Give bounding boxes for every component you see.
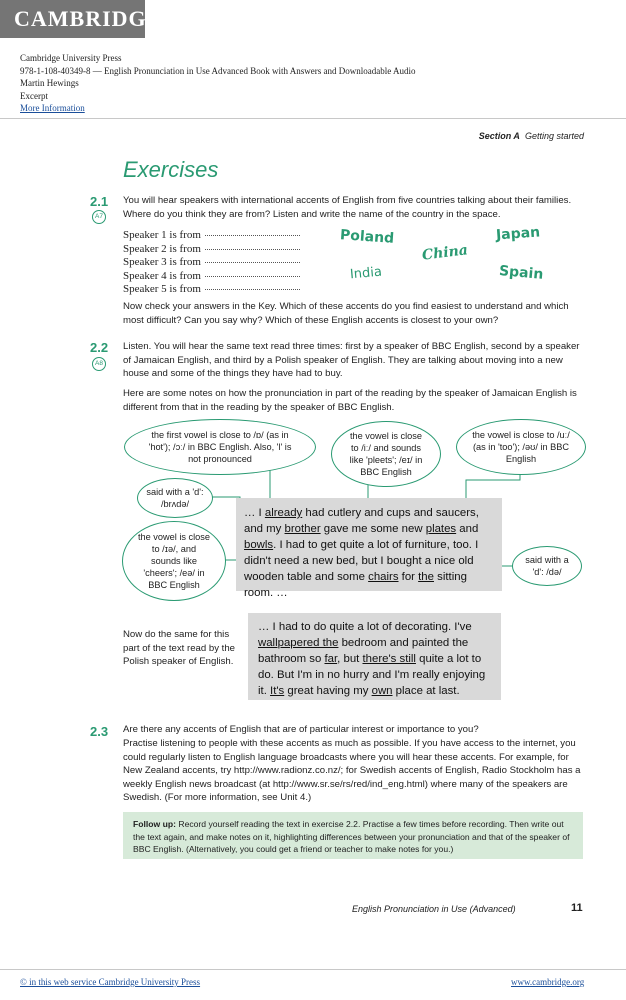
text-fragment: sitting room. … xyxy=(244,571,467,599)
excerpt-label: Excerpt xyxy=(20,90,48,101)
more-information-link[interactable]: More Information xyxy=(20,103,85,113)
marked-word: chairs xyxy=(368,571,399,583)
exercise-instructions: Listen. You will hear the same text read three times: first by a speaker of BBC English, second by a speaker of Jamaican English, and third by a Polish speaker of English. They are talking about moving into a new house and some of the things they have had to buy. xyxy=(123,341,580,379)
cambridge-logo: CAMBRIDGE xyxy=(0,0,145,38)
marked-word: bowls xyxy=(244,539,274,551)
annotation-bubble: the vowel is close to /iː/ and sounds like 'pleets'; /eɪ/ in BBC English xyxy=(331,421,441,487)
text-fragment: . I had to get quite a lot of furniture, too. I didn't need a new bed, but I bought a nice old wooden table and some xyxy=(244,539,479,583)
page-number: 11 xyxy=(571,902,583,914)
text-fragment: … I had to do quite a lot of decorating. I've xyxy=(258,621,472,633)
answer-marking[interactable]: far xyxy=(324,653,338,665)
jamaican-text-box xyxy=(236,498,502,599)
marked-word: the xyxy=(418,571,434,583)
exercise-instructions: You will hear speakers with international accents of English from five countries talking about their families. Where do you think they are from? Listen and write the name of the country in the space. xyxy=(123,195,572,220)
country-word: Japan xyxy=(495,224,541,244)
text-fragment: bedroom and painted the bathroom so xyxy=(258,637,469,665)
audio-track-icon[interactable]: A7 xyxy=(92,210,106,224)
text-fragment: and xyxy=(456,523,479,535)
annotation-bubble: said with a 'd': /brʌdə/ xyxy=(137,478,213,518)
answer-marking[interactable]: It's xyxy=(270,685,285,697)
polish-instructions: Now do the same for this part of the text read by the Polish speaker of English. xyxy=(123,629,235,667)
country-word: Poland xyxy=(339,227,395,247)
page-title: Exercises xyxy=(123,157,219,182)
speaker-label: Speaker 1 is from xyxy=(123,229,201,241)
country-word: Spain xyxy=(498,263,544,283)
speaker-label: Speaker 4 is from xyxy=(123,269,201,282)
exercise-number: 2.1 xyxy=(90,194,109,209)
follow-on-question: Now check your answers in the Key. Which of these accents do you find easiest to understand and which most difficult? Can you say why? Which of these English accents is closest to your own? xyxy=(123,301,569,326)
text-fragment: … I xyxy=(244,507,265,519)
speaker-label: Speaker 3 is from xyxy=(123,256,201,268)
section-name: Getting started xyxy=(524,131,584,141)
footer-divider xyxy=(0,969,626,970)
audio-track-icon[interactable]: A8 xyxy=(92,357,106,371)
answer-marking[interactable]: there's still xyxy=(362,653,416,665)
cambridge-website-link[interactable]: www.cambridge.org xyxy=(511,977,585,987)
text-fragment: had cutlery and cups and saucers, and my xyxy=(244,507,479,535)
marked-word: plates xyxy=(425,523,457,535)
book-title-footer: English Pronunciation in Use (Advanced) xyxy=(352,904,516,914)
follow-up-box xyxy=(123,812,583,859)
section-label: Section A xyxy=(478,131,520,141)
marked-word: already xyxy=(264,507,303,519)
exercise-number: 2.2 xyxy=(90,340,109,355)
exercise-question: Are there any accents of English that are of particular interest or importance to you? xyxy=(123,724,479,735)
author: Martin Hewings xyxy=(20,78,79,88)
country-word: China xyxy=(421,242,469,264)
copyright-link[interactable]: © in this web service Cambridge University Press xyxy=(20,977,201,987)
isbn-title: 978-1-108-40349-8 — English Pronunciation in Use Advanced Book with Answers and Downloadable Audio xyxy=(20,65,416,76)
polish-text-box xyxy=(248,613,501,700)
answer-marking[interactable]: wallpapered the xyxy=(258,637,339,649)
text-fragment: , but xyxy=(337,653,363,665)
text-fragment: gave me some new xyxy=(320,523,426,535)
exercise-body: Practise listening to people with these accents as much as possible. If you have access to the internet, you could regularly listen to English language broadcasts where you will hear these accents. For example, for New Zealand accents, try http://www.radionz.co.nz/; for Swedish accents of English, Radio Stockholm has a weekly English news broadcast (at http://www.sr.se/rs/red/ind_eng.html) where many of the speakers are Swedish. (For more information, see Unit 4.) xyxy=(123,738,581,803)
annotation-bubble: the vowel is close to /uː/ (as in 'too'); /əʊ/ in BBC English xyxy=(456,419,586,475)
text-fragment: for xyxy=(398,571,419,583)
speaker-label: Speaker 5 is from xyxy=(123,283,201,295)
annotation-bubble: the first vowel is close to /ɒ/ (as in 'hot'); /ɔː/ in BBC English. Also, 'l' is not pronounced xyxy=(124,419,316,475)
notes-intro: Here are some notes on how the pronunciation in part of the reading by the speaker of Jamaican English is different from that in the reading by the speaker of BBC English. xyxy=(123,388,577,413)
text-fragment: place at last. xyxy=(392,685,460,697)
annotation-bubble: the vowel is close to /ɪə/, and sounds like 'cheers'; /eə/ in BBC English xyxy=(122,521,226,601)
text-fragment: quite a lot to do. But I'm in no hurry and I'm really enjoying it. xyxy=(258,653,486,697)
exercise-number: 2.3 xyxy=(90,724,109,739)
country-word: India xyxy=(349,264,383,283)
follow-up-text: Record yourself reading the text in exercise 2.2. Practise a few times before recording. Then write out the text again, and make notes on it, highlighting differences between your pronunciation and that of the speaker of BBC English. (Alternatively, you could get a friend or teacher to make notes for you.) xyxy=(133,819,570,854)
publisher: Cambridge University Press xyxy=(20,53,122,63)
answer-marking[interactable]: own xyxy=(371,685,393,697)
annotation-bubble: said with a 'd': /də/ xyxy=(512,546,582,586)
text-fragment: great having my xyxy=(284,685,372,697)
marked-word: brother xyxy=(284,523,321,535)
speaker-label: Speaker 2 is from xyxy=(123,242,201,255)
follow-up-label: Follow up: xyxy=(133,819,176,829)
